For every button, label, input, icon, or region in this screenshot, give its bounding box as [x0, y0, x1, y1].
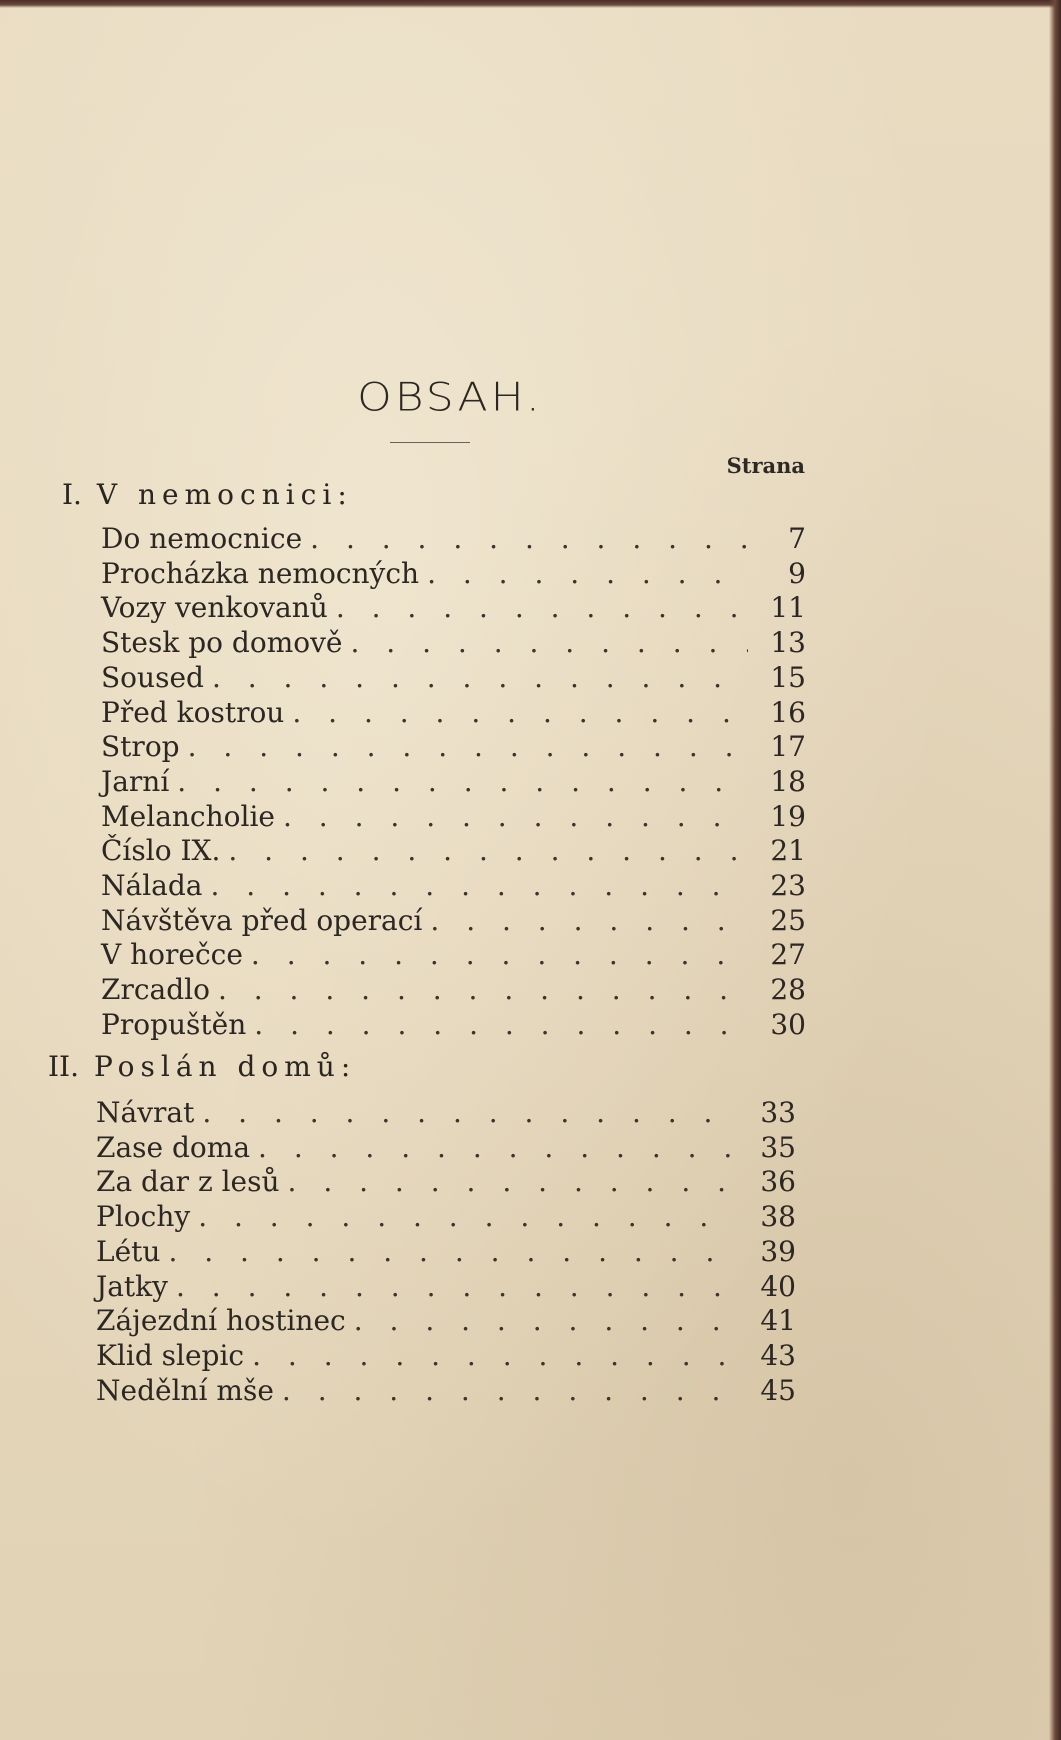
toc-entry-page: 35 [760, 1130, 796, 1164]
toc-entry [101, 834, 806, 868]
toc-entry-title: Za dar z lesů [96, 1165, 280, 1199]
toc-entry-page: 9 [788, 556, 806, 590]
toc-entry-title: Strop [101, 730, 180, 764]
toc-entry [96, 1235, 796, 1269]
toc-entry-title: Do nemocnice [101, 522, 303, 555]
toc-entry [101, 626, 806, 660]
toc-entry [101, 938, 806, 972]
toc-entry-page: 28 [770, 973, 806, 1007]
toc-entry-page: 39 [760, 1234, 796, 1268]
dot-leader [180, 730, 748, 764]
toc-entry-title: Létu [96, 1234, 161, 1268]
toc-entry-page: 19 [770, 799, 806, 833]
toc-entry [96, 1165, 796, 1199]
toc-entry-title: Zájezdní hostinec [96, 1304, 346, 1338]
toc-entry-title: Zrcadlo [101, 973, 210, 1007]
toc-entry [96, 1096, 796, 1130]
dot-leader [302, 522, 748, 556]
section-heading-1 [62, 478, 353, 511]
toc-entry-page: 40 [760, 1269, 796, 1303]
toc-entry-title: Propuštěn [101, 1007, 247, 1041]
toc-entry-page: 30 [770, 1007, 806, 1041]
dot-leader [346, 1304, 738, 1338]
dot-leader [160, 1235, 738, 1269]
toc-entry [96, 1270, 796, 1304]
toc-entry-page: 21 [770, 834, 806, 868]
dot-leader [194, 1096, 738, 1130]
dot-leader [243, 938, 748, 972]
toc-entry-page: 45 [760, 1373, 796, 1407]
dot-leader [220, 834, 748, 868]
toc-entry-title: Zase doma [96, 1130, 251, 1164]
toc-entry [101, 557, 806, 591]
dot-leader [419, 557, 748, 591]
toc-entry-title: Nedělní mše [96, 1373, 274, 1407]
section-title: Poslán domů: [93, 1050, 357, 1083]
toc-entry [101, 696, 806, 730]
toc-entry-page: 41 [760, 1304, 796, 1338]
toc-entry-title: Soused [101, 660, 204, 694]
toc-entry-page: 16 [770, 695, 806, 729]
toc-entry-page: 43 [760, 1338, 796, 1372]
section-number: I. [62, 478, 82, 511]
toc-entry-page: 13 [770, 626, 806, 660]
toc-entry-title: Jarní [101, 764, 170, 798]
dot-leader [274, 1374, 738, 1408]
toc-entry-title: Klid slepic [96, 1338, 245, 1372]
page-column-label: Strana [726, 453, 805, 478]
toc-entry-title: Návrat [96, 1096, 195, 1129]
toc-entry-page: 15 [770, 660, 806, 694]
dot-leader [244, 1339, 738, 1373]
toc-entry-title: Plochy [96, 1200, 191, 1234]
toc-entry-page: 11 [770, 591, 806, 625]
toc-entry [101, 869, 806, 903]
dot-leader [280, 1165, 738, 1199]
toc-entry-page: 23 [770, 869, 806, 902]
section-title: V nemocnici: [96, 478, 353, 511]
toc-entry-page: 25 [770, 903, 806, 937]
toc-entry-title: Procházka nemocných [101, 556, 420, 590]
toc-entry [101, 661, 806, 695]
section-number: II. [48, 1050, 80, 1083]
page-title: OBSAH. [357, 374, 543, 421]
toc-entry-title: Stesk po domově [101, 626, 343, 660]
toc-entry [101, 800, 806, 834]
toc-entry-title: Vozy venkovanů [101, 591, 328, 625]
toc-entry [101, 973, 806, 1007]
toc-entry-title: Před kostrou [101, 695, 285, 729]
toc-entry-title: V horečce [101, 938, 243, 972]
dot-leader [202, 869, 748, 903]
page-right-edge [1049, 0, 1061, 1740]
toc-entry-page: 36 [760, 1165, 796, 1199]
dot-leader [328, 591, 748, 625]
toc-entry [96, 1339, 796, 1373]
toc-entry [96, 1131, 796, 1165]
toc-entry-page: 18 [770, 764, 806, 798]
toc-entry-title: Číslo IX. [101, 834, 221, 868]
toc-entry [101, 591, 806, 625]
dot-leader [169, 765, 748, 799]
toc-entry-title: Návštěva před operací [101, 903, 423, 937]
toc-entry-page: 17 [770, 730, 806, 764]
dot-leader [190, 1200, 738, 1234]
toc-entry [101, 904, 806, 938]
toc-entry [96, 1304, 796, 1338]
dot-leader [284, 696, 748, 730]
toc-entry-page: 27 [770, 938, 806, 972]
toc-entry [101, 730, 806, 764]
toc-entry [101, 765, 806, 799]
toc-entry-title: Nálada [101, 869, 203, 902]
dot-leader [422, 904, 748, 938]
section-heading-2 [48, 1050, 356, 1083]
dot-leader [168, 1270, 738, 1304]
toc-entry [101, 522, 806, 556]
page-top-edge [0, 0, 1061, 8]
dot-leader [204, 661, 748, 695]
toc-entry-page: 38 [760, 1200, 796, 1234]
dot-leader [250, 1131, 738, 1165]
toc-entry [101, 1008, 806, 1042]
toc-entry-page: 7 [788, 522, 806, 555]
toc-entry-title: Jatky [96, 1269, 168, 1303]
toc-entry [96, 1200, 796, 1234]
dot-leader [343, 626, 749, 660]
dot-leader [275, 800, 748, 834]
toc-entry-title: Melancholie [101, 799, 275, 833]
toc-entry [96, 1374, 796, 1408]
toc-entry-page: 33 [760, 1096, 796, 1129]
title-rule [390, 442, 470, 443]
dot-leader [210, 973, 748, 1007]
dot-leader [246, 1008, 748, 1042]
